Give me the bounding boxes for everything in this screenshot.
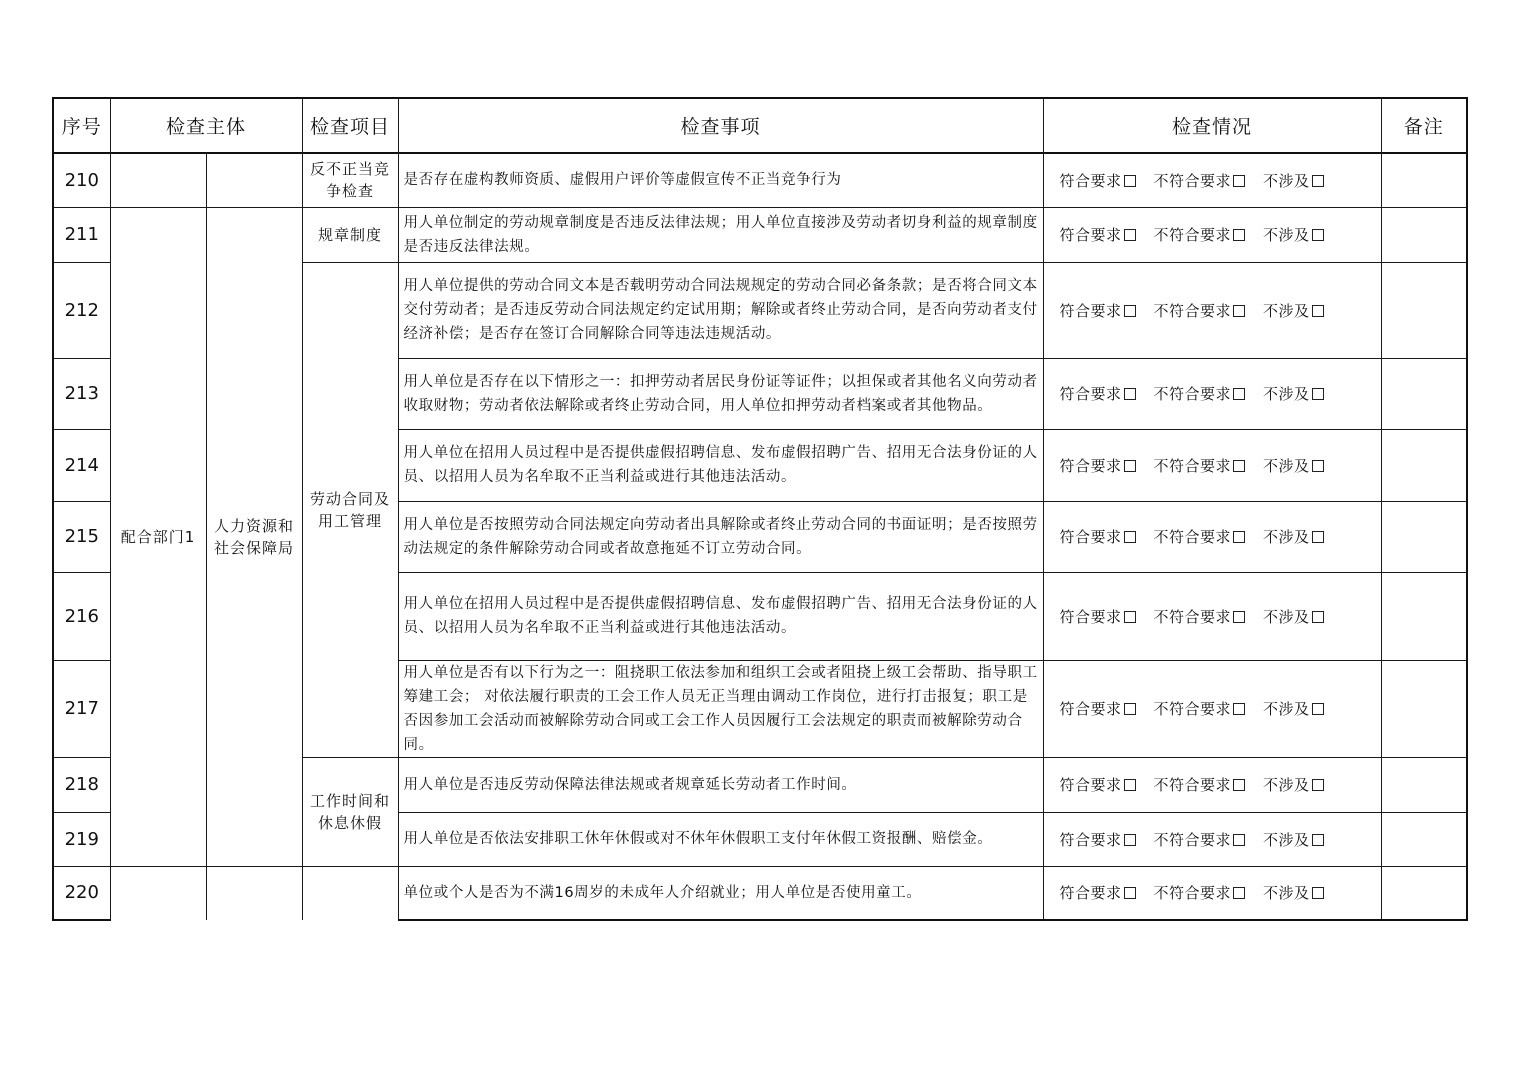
row-status: [1043, 572, 1381, 660]
checkbox-icon[interactable]: [1124, 611, 1136, 623]
option-label: 符合要求: [1059, 700, 1122, 718]
row-status: [1043, 429, 1381, 501]
subject-role-cell: [110, 866, 206, 920]
option-label: 符合要求: [1059, 884, 1122, 903]
option-label: 不涉及: [1263, 171, 1310, 190]
table-row: [53, 153, 1467, 207]
option-noncompliant[interactable]: [1154, 698, 1246, 719]
row-matter: 单位或个人是否为不满16周岁的未成年人介绍就业；用人单位是否使用童工。: [398, 866, 1043, 920]
checkbox-icon[interactable]: [1312, 175, 1324, 187]
option-label: 符合要求: [1059, 171, 1122, 190]
option-label: 不符合要求: [1153, 607, 1232, 626]
option-label: 不涉及: [1263, 301, 1310, 320]
checkbox-icon[interactable]: [1124, 531, 1136, 543]
row-remark[interactable]: [1381, 358, 1467, 429]
header-seq: 序号: [53, 98, 110, 153]
option-label: 不涉及: [1263, 776, 1310, 794]
row-matter: 是否存在虚构教师资质、虚假用户评价等虚假宣传不正当竞争行为: [398, 153, 1043, 207]
checkbox-icon[interactable]: [1233, 611, 1245, 623]
option-noncompliant[interactable]: [1154, 774, 1246, 795]
option-label: 不涉及: [1263, 456, 1310, 475]
subject-role-cell: [110, 153, 206, 207]
row-seq: 220: [53, 866, 110, 920]
row-seq: 215: [53, 501, 110, 572]
option-noncompliant[interactable]: [1154, 526, 1246, 547]
option-label: 符合要求: [1059, 456, 1122, 475]
row-seq: 217: [53, 660, 110, 757]
row-seq: 216: [53, 572, 110, 660]
row-remark[interactable]: [1381, 262, 1467, 358]
row-matter: 用人单位是否依法安排职工休年休假或对不休年休假职工支付年休假工资报酬、赔偿金。: [398, 812, 1043, 866]
option-label: 不符合要求: [1153, 226, 1232, 244]
row-remark[interactable]: [1381, 572, 1467, 660]
checkbox-icon[interactable]: [1124, 779, 1136, 791]
option-noncompliant[interactable]: [1154, 882, 1246, 903]
inspection-table: [52, 97, 1468, 921]
checkbox-icon[interactable]: [1312, 611, 1324, 623]
row-remark[interactable]: [1381, 812, 1467, 866]
check-item-labor-contract: [302, 262, 398, 757]
checkbox-icon[interactable]: [1124, 703, 1136, 715]
row-matter: 用人单位是否有以下行为之一：阻挠职工依法参加和组织工会或者阻挠上级工会帮助、指导职工筹建工会； 对依法履行职责的工会工作人员无正当理由调动工作岗位，进行打击报复；职工是否因参加工会活动而被解除劳动合同或工会工作人员因履行工会法规定的职责而被解除劳动合同。: [398, 660, 1043, 757]
option-not-applicable[interactable]: [1263, 774, 1324, 795]
checkbox-icon[interactable]: [1124, 834, 1136, 846]
row-status: [1043, 501, 1381, 572]
checkbox-icon[interactable]: [1312, 887, 1324, 899]
table-row: [53, 866, 1467, 920]
row-remark[interactable]: [1381, 660, 1467, 757]
checkbox-icon[interactable]: [1233, 887, 1245, 899]
option-noncompliant[interactable]: [1154, 383, 1246, 404]
checkbox-icon[interactable]: [1312, 531, 1324, 543]
checkbox-icon[interactable]: [1233, 305, 1245, 317]
row-matter: 用人单位是否违反劳动保障法律法规或者规章延长劳动者工作时间。: [398, 757, 1043, 812]
option-label: 不涉及: [1263, 385, 1310, 403]
option-noncompliant[interactable]: [1154, 606, 1246, 627]
option-compliant[interactable]: [1060, 774, 1136, 795]
header-subject: 检查主体: [110, 98, 302, 153]
row-remark[interactable]: [1381, 207, 1467, 262]
option-label: 符合要求: [1059, 607, 1122, 626]
checkbox-icon[interactable]: [1312, 834, 1324, 846]
option-compliant[interactable]: [1060, 224, 1136, 245]
row-status: [1043, 812, 1381, 866]
row-matter: 用人单位提供的劳动合同文本是否载明劳动合同法规规定的劳动合同必备条款；是否将合同文本交付劳动者；是否违反劳动合同法规定约定试用期；解除或者终止劳动合同，是否向劳动者支付经济补偿；是否存在签订合同解除合同等违法违规活动。: [398, 262, 1043, 358]
option-label: 符合要求: [1059, 528, 1122, 546]
check-item-label: 规章制度: [318, 225, 383, 244]
checkbox-icon[interactable]: [1233, 531, 1245, 543]
subject-department: [206, 207, 302, 866]
option-label: 符合要求: [1059, 226, 1122, 244]
option-compliant[interactable]: [1060, 829, 1136, 850]
row-status: [1043, 866, 1381, 920]
header-status: 检查情况: [1043, 98, 1381, 153]
option-label: 符合要求: [1059, 385, 1122, 403]
option-label: 符合要求: [1059, 301, 1122, 320]
option-label: 不涉及: [1263, 830, 1310, 849]
row-status: [1043, 358, 1381, 429]
checkbox-icon[interactable]: [1312, 779, 1324, 791]
option-label: 不符合要求: [1153, 301, 1232, 320]
option-label: 不符合要求: [1153, 171, 1232, 190]
subject-department-cell: [206, 153, 302, 207]
option-not-applicable[interactable]: [1263, 698, 1324, 719]
table-row: [53, 207, 1467, 262]
row-status: [1043, 207, 1381, 262]
header-remark: 备注: [1381, 98, 1467, 153]
row-remark[interactable]: [1381, 153, 1467, 207]
option-compliant[interactable]: [1060, 882, 1136, 903]
option-not-applicable[interactable]: [1263, 170, 1324, 191]
row-matter: 用人单位是否存在以下情形之一：扣押劳动者居民身份证等证件；以担保或者其他名义向劳动者收取财物；劳动者依法解除或者终止劳动合同，用人单位扣押劳动者档案或者其他物品。: [398, 358, 1043, 429]
checkbox-icon[interactable]: [1233, 175, 1245, 187]
header-row: [53, 98, 1467, 153]
row-status: [1043, 660, 1381, 757]
option-label: 不符合要求: [1153, 884, 1232, 903]
check-item-rules: [302, 207, 398, 262]
option-compliant[interactable]: [1060, 170, 1136, 191]
check-item-work-time: [302, 757, 398, 866]
row-seq: 218: [53, 757, 110, 812]
subject-department-cell: [206, 866, 302, 920]
check-item-label: 工作时间和休息休假: [310, 791, 391, 832]
row-matter: 用人单位是否按照劳动合同法规定向劳动者出具解除或者终止劳动合同的书面证明；是否按照劳动法规定的条件解除劳动合同或者故意拖延不订立劳动合同。: [398, 501, 1043, 572]
option-noncompliant[interactable]: [1154, 829, 1246, 850]
checkbox-icon[interactable]: [1233, 388, 1245, 400]
option-label: 不涉及: [1263, 528, 1310, 546]
checkbox-icon[interactable]: [1233, 779, 1245, 791]
row-remark[interactable]: [1381, 429, 1467, 501]
check-item-cell: [302, 866, 398, 920]
option-label: 不涉及: [1263, 607, 1310, 626]
option-compliant[interactable]: [1060, 300, 1136, 321]
inspection-sheet: [52, 97, 1466, 921]
checkbox-icon[interactable]: [1312, 703, 1324, 715]
checkbox-icon[interactable]: [1233, 460, 1245, 472]
option-noncompliant[interactable]: [1154, 300, 1246, 321]
checkbox-icon[interactable]: [1312, 388, 1324, 400]
row-matter: 用人单位制定的劳动规章制度是否违反法律法规；用人单位直接涉及劳动者切身利益的规章制度是否违反法律法规。: [398, 207, 1043, 262]
option-compliant[interactable]: [1060, 606, 1136, 627]
checkbox-icon[interactable]: [1312, 460, 1324, 472]
row-seq: 211: [53, 207, 110, 262]
option-label: 不涉及: [1263, 884, 1310, 903]
row-seq: 213: [53, 358, 110, 429]
checkbox-icon[interactable]: [1124, 460, 1136, 472]
header-item: 检查项目: [302, 98, 398, 153]
option-label: 不符合要求: [1153, 700, 1232, 718]
check-item-label: 劳动合同及用工管理: [310, 489, 391, 530]
subject-role-label: 配合部门1: [120, 527, 196, 546]
option-label: 不符合要求: [1153, 830, 1232, 849]
option-not-applicable[interactable]: [1263, 224, 1324, 245]
option-label: 不符合要求: [1153, 456, 1232, 475]
option-compliant[interactable]: [1060, 455, 1136, 476]
row-matter: 用人单位在招用人员过程中是否提供虚假招聘信息、发布虚假招聘广告、招用无合法身份证的人员、以招用人员为名牟取不正当利益或进行其他违法活动。: [398, 429, 1043, 501]
checkbox-icon[interactable]: [1124, 229, 1136, 241]
row-seq: 210: [53, 153, 110, 207]
option-noncompliant[interactable]: [1154, 170, 1246, 191]
option-not-applicable[interactable]: [1263, 455, 1324, 476]
option-not-applicable[interactable]: [1263, 606, 1324, 627]
row-status: [1043, 153, 1381, 207]
header-matter: 检查事项: [398, 98, 1043, 153]
option-label: 不涉及: [1263, 700, 1310, 718]
row-remark[interactable]: [1381, 501, 1467, 572]
subject-role: [110, 207, 206, 866]
check-item-unfair-competition: [302, 153, 398, 207]
option-not-applicable[interactable]: [1263, 383, 1324, 404]
checkbox-icon[interactable]: [1124, 887, 1136, 899]
subject-department-label: 人力资源和社会保障局: [214, 516, 295, 557]
option-noncompliant[interactable]: [1154, 224, 1246, 245]
checkbox-icon[interactable]: [1233, 834, 1245, 846]
checkbox-icon[interactable]: [1124, 388, 1136, 400]
option-compliant[interactable]: [1060, 698, 1136, 719]
option-not-applicable[interactable]: [1263, 882, 1324, 903]
row-remark[interactable]: [1381, 757, 1467, 812]
row-matter: 用人单位在招用人员过程中是否提供虚假招聘信息、发布虚假招聘广告、招用无合法身份证的人员、以招用人员为名牟取不正当利益或进行其他违法活动。: [398, 572, 1043, 660]
row-remark[interactable]: [1381, 866, 1467, 920]
checkbox-icon[interactable]: [1312, 229, 1324, 241]
option-label: 不符合要求: [1153, 776, 1232, 794]
row-seq: 214: [53, 429, 110, 501]
row-seq: 219: [53, 812, 110, 866]
option-label: 不符合要求: [1153, 528, 1232, 546]
option-label: 不符合要求: [1153, 385, 1232, 403]
option-label: 不涉及: [1263, 226, 1310, 244]
option-compliant[interactable]: [1060, 526, 1136, 547]
option-label: 符合要求: [1059, 776, 1122, 794]
option-noncompliant[interactable]: [1154, 455, 1246, 476]
checkbox-icon[interactable]: [1124, 175, 1136, 187]
checkbox-icon[interactable]: [1233, 703, 1245, 715]
option-label: 符合要求: [1059, 830, 1122, 849]
checkbox-icon[interactable]: [1124, 305, 1136, 317]
row-status: [1043, 757, 1381, 812]
option-not-applicable[interactable]: [1263, 829, 1324, 850]
checkbox-icon[interactable]: [1233, 229, 1245, 241]
row-seq: 212: [53, 262, 110, 358]
option-not-applicable[interactable]: [1263, 526, 1324, 547]
row-status: [1043, 262, 1381, 358]
check-item-label: 反不正当竞争检查: [310, 160, 391, 201]
checkbox-icon[interactable]: [1312, 305, 1324, 317]
option-not-applicable[interactable]: [1263, 300, 1324, 321]
option-compliant[interactable]: [1060, 383, 1136, 404]
